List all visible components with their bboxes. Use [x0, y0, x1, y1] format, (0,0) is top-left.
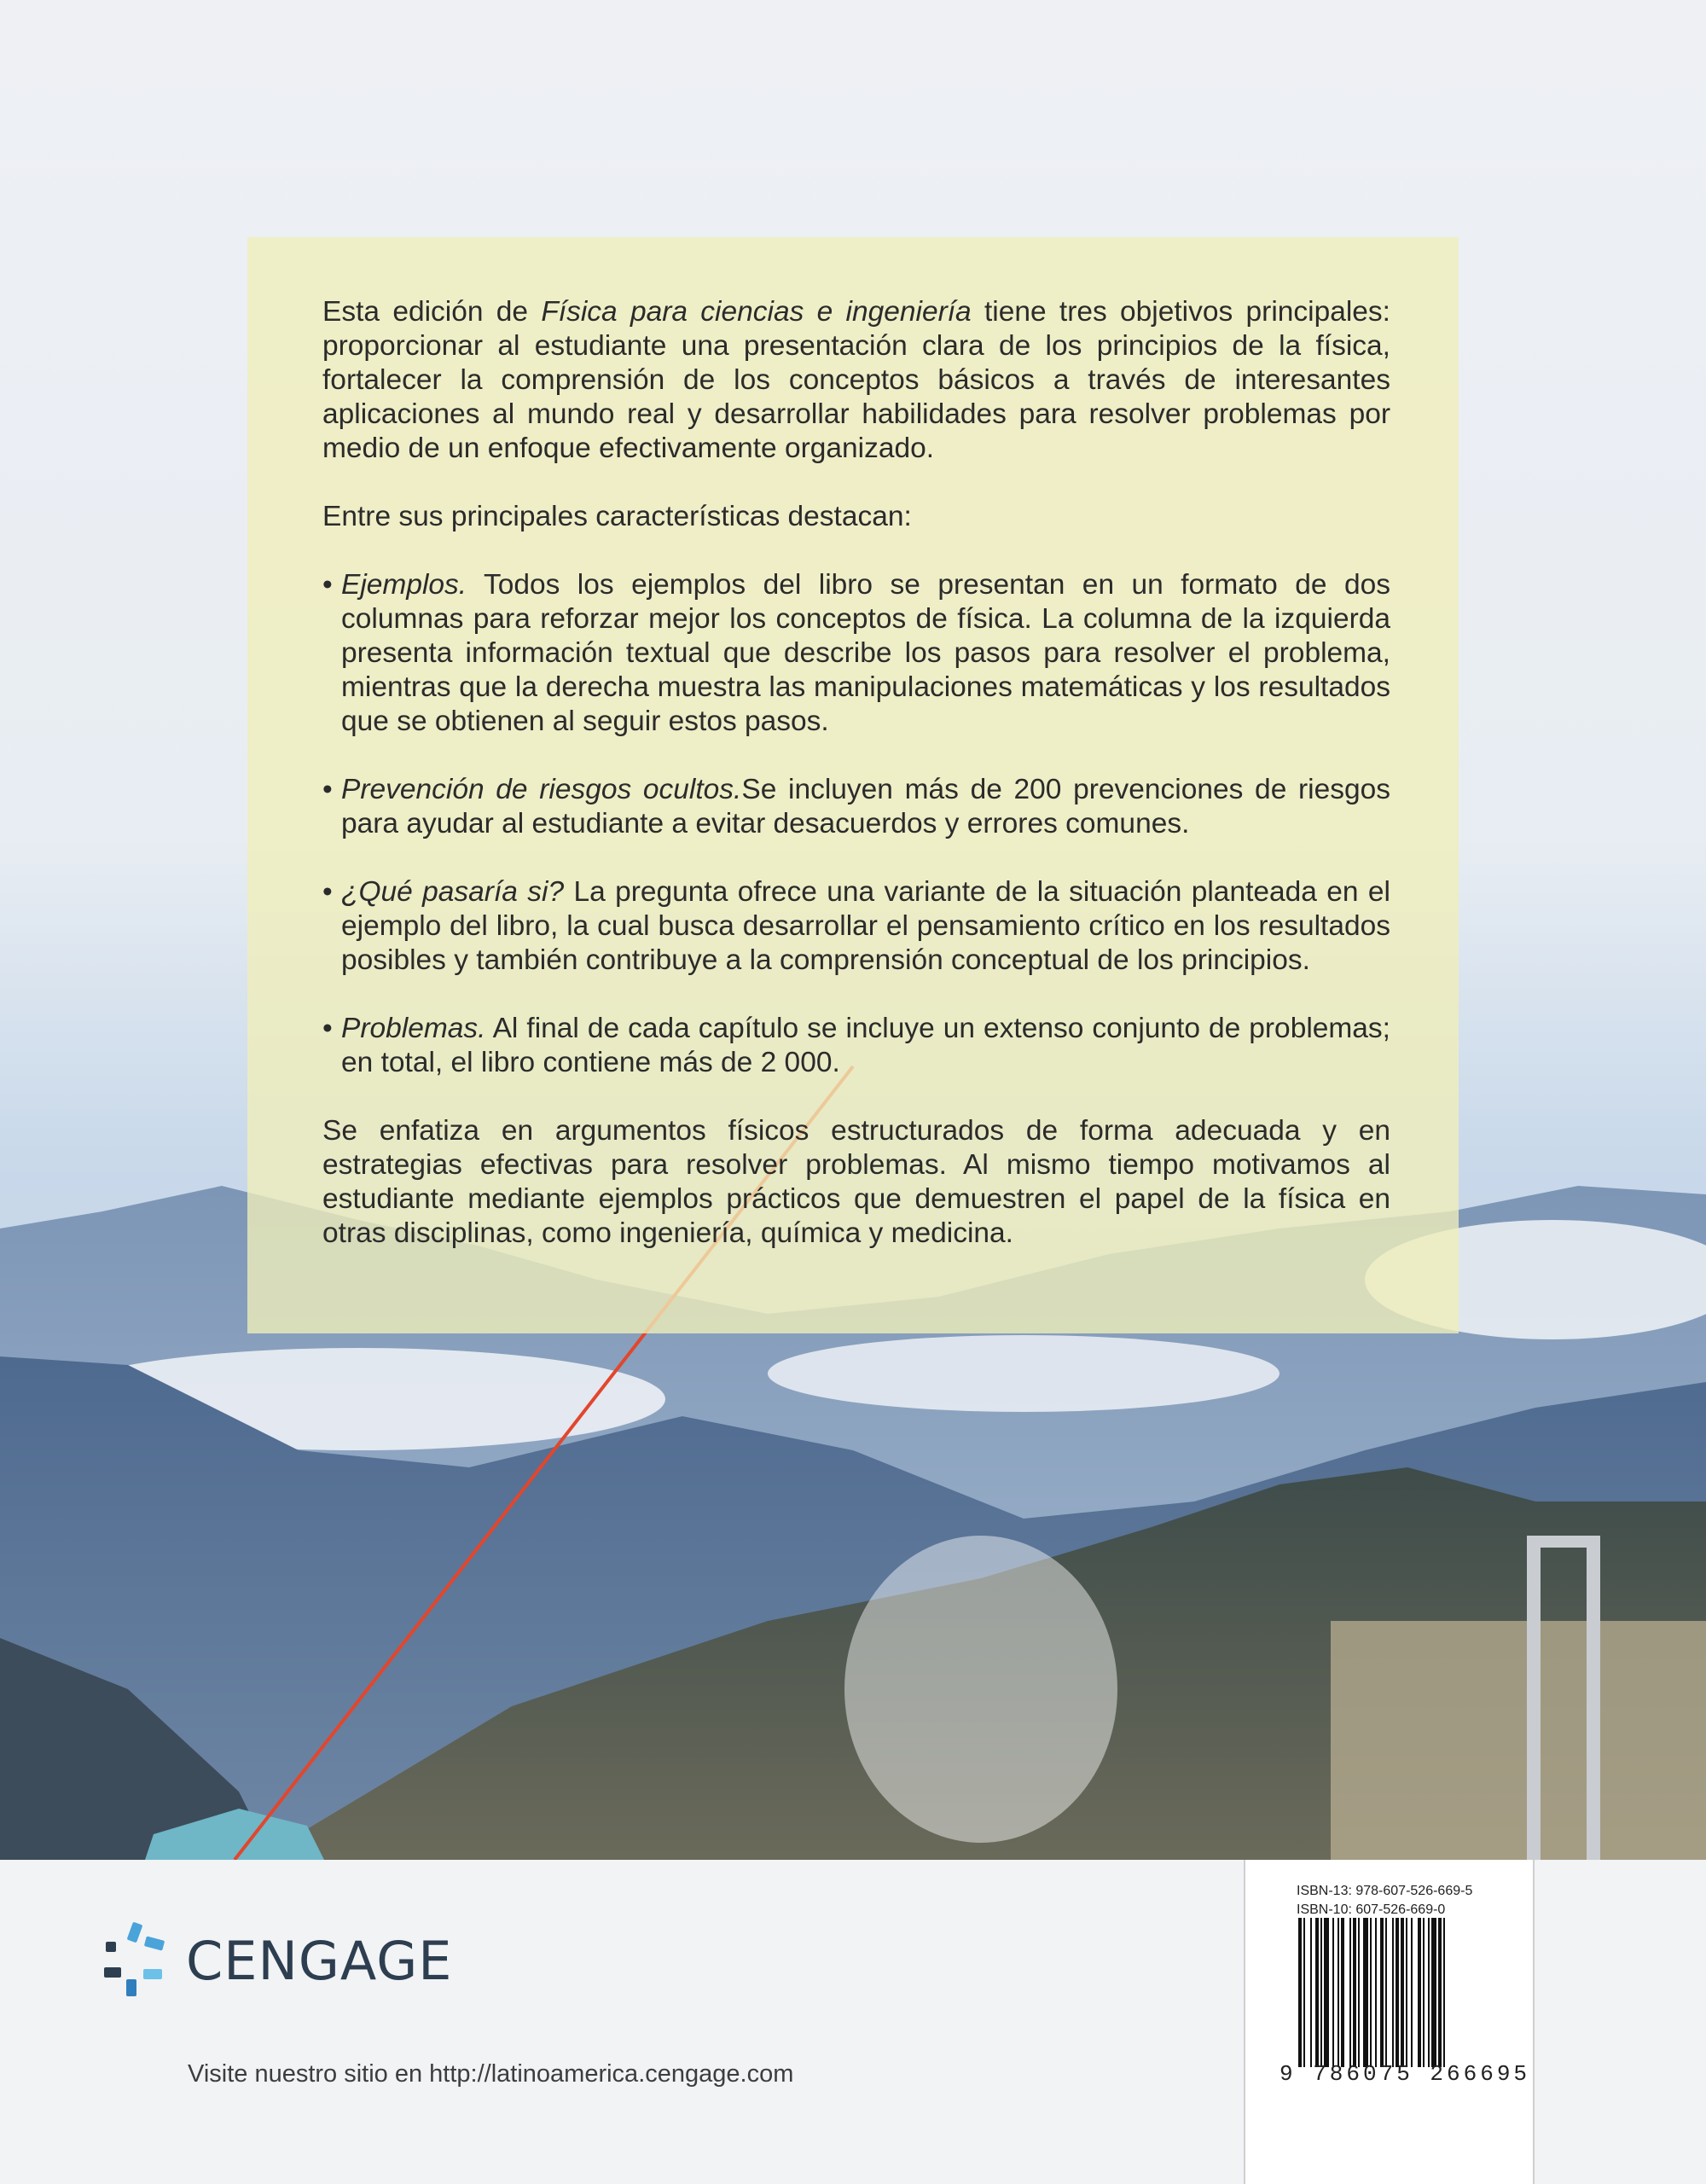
barcode-bar	[1375, 1918, 1377, 2067]
book-title: Física para ciencias e ingeniería	[541, 296, 972, 328]
barcode-digits: 9 786075 266695	[1280, 2061, 1531, 2087]
barcode-bar	[1411, 1918, 1413, 2067]
barcode-bar	[1418, 1918, 1421, 2067]
barcode-bar	[1392, 1918, 1394, 2067]
barcode-box	[1244, 1860, 1535, 2184]
bridge-crossbeam	[1527, 1536, 1600, 1548]
drone-glow	[844, 1536, 1117, 1843]
bullet-icon: •	[322, 876, 333, 908]
bullet-icon: •	[322, 1013, 333, 1044]
feature-term: Ejemplos.	[341, 569, 467, 601]
barcode-bar	[1310, 1918, 1312, 2067]
barcode-bar	[1406, 1918, 1407, 2067]
cengage-logo-icon	[92, 1920, 174, 2001]
barcode-bar	[1341, 1918, 1344, 2067]
barcode-bar	[1303, 1918, 1305, 2067]
feature-item	[322, 1012, 1390, 1080]
bridge-tower	[1587, 1536, 1600, 1860]
feature-item	[322, 568, 1390, 739]
feature-text: La pregunta ofrece una variante de la situación planteada en el ejemplo del libro, la cual busca desarrollar el pensamiento crítico en los resultados posibles y también contribuye a la comprensión conceptual de los principios.	[341, 876, 1390, 976]
intro-text-1: Esta edición de	[322, 296, 542, 328]
barcode-bar	[1315, 1918, 1319, 2067]
construction-site	[1331, 1621, 1706, 1860]
barcode-bar	[1358, 1918, 1360, 2067]
features-intro: Entre sus principales características destacan:	[322, 501, 912, 532]
barcode-bar	[1396, 1918, 1399, 2067]
closing-paragraph: Se enfatiza en argumentos físicos estructurados de forma adecuada y en estrategias efectivas para resolver problemas. Al mismo tiempo motivamos al estudiante mediante ejemplos prácticos que demuestren el papel de la física en otras disciplinas, como ingeniería, química y medicina.	[322, 1115, 1390, 1249]
barcode-bar	[1332, 1918, 1334, 2067]
cloud	[768, 1335, 1280, 1412]
feature-term: Problemas.	[341, 1013, 486, 1044]
feature-text: Al final de cada capítulo se incluye un extenso conjunto de problemas; en total, el libro contiene más de 2 000.	[341, 1013, 1390, 1078]
barcode-bar	[1298, 1918, 1302, 2067]
bullet-icon: •	[322, 774, 333, 805]
barcode-bar	[1385, 1918, 1387, 2067]
barcode-bar	[1324, 1918, 1329, 2067]
barcode-bar	[1349, 1918, 1351, 2067]
barcode-bar	[1370, 1918, 1372, 2067]
isbn-10: ISBN-10: 607-526-669-0	[1297, 1902, 1446, 1917]
barcode-bar	[1380, 1918, 1384, 2067]
feature-text: Todos los ejemplos del libro se presentan en un formato de dos columnas para reforzar mejor los conceptos de física. La columna de la izquierda presenta información textual que describe los pasos para resolver el problema, mientras que la derecha muestra las manipulaciones matemáticas y los resultados que se obtienen al seguir estos pasos.	[341, 569, 1390, 737]
isbn-13: ISBN-13: 978-607-526-669-5	[1297, 1884, 1473, 1898]
feature-term: ¿Qué pasaría si?	[341, 876, 565, 908]
publisher-logo	[92, 1920, 452, 2001]
barcode-bar	[1423, 1918, 1425, 2067]
barcode	[1298, 1918, 1486, 2067]
barcode-bar	[1338, 1918, 1339, 2067]
barcode-bar	[1363, 1918, 1368, 2067]
intro-text-2: tiene tres objetivos principales: proporcionar al estudiante una presentación clara de los principios de la física, fortalecer la comprensión de los conceptos básicos a través de interesantes aplicaciones al mundo real y desarrollar habilidades para resolver problemas por medio de un enfoque efectivamente organizado.	[322, 296, 1390, 464]
feature-item	[322, 875, 1390, 978]
barcode-bar	[1353, 1918, 1356, 2067]
bridge-tower	[1527, 1536, 1541, 1860]
barcode-bar	[1443, 1918, 1445, 2067]
feature-term: Prevención de riesgos ocultos.	[341, 774, 742, 805]
publisher-name: CENGAGE	[186, 1929, 453, 1992]
description-panel	[247, 237, 1459, 1333]
barcode-bar	[1438, 1918, 1442, 2067]
barcode-bar	[1320, 1918, 1322, 2067]
website-text: Visite nuestro sitio en http://latinoamerica.cengage.com	[188, 2060, 794, 2088]
feature-item	[322, 773, 1390, 841]
feature-text: Se incluyen más de 200 prevenciones de riesgos para ayudar al estudiante a evitar desacuerdos y errores comunes.	[341, 774, 1390, 839]
barcode-bar	[1401, 1918, 1404, 2067]
barcode-bar	[1428, 1918, 1430, 2067]
intro-paragraph	[322, 295, 1390, 466]
bullet-icon: •	[322, 569, 333, 601]
barcode-bar	[1431, 1918, 1436, 2067]
